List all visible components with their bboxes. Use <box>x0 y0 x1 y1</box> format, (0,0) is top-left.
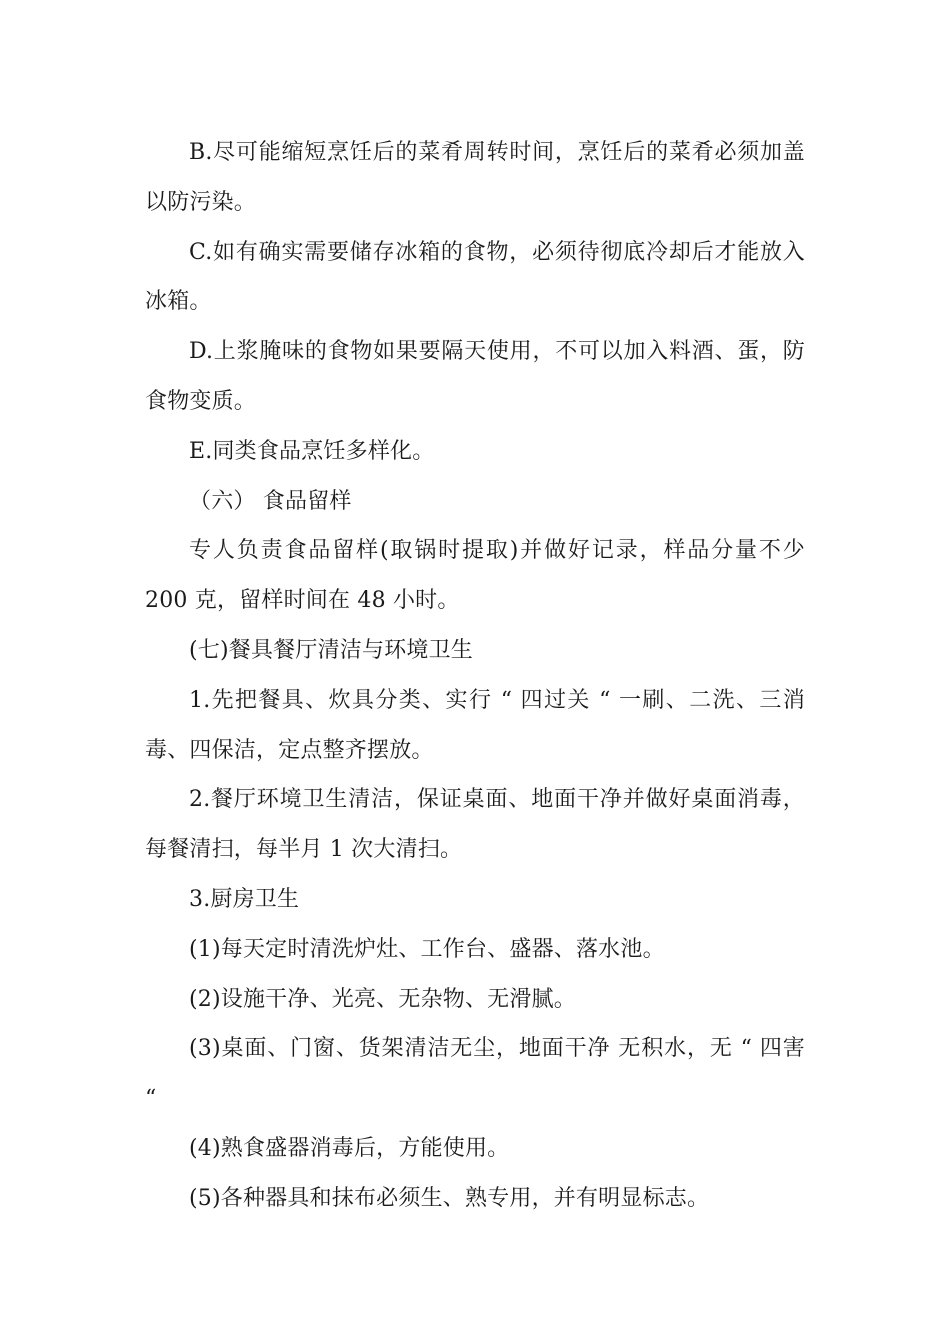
paragraph-subitem-4: (4)熟食盛器消毒后，方能使用。 <box>189 1135 510 1161</box>
paragraph-sample-retention: 专人负责食品留样(取锅时提取)并做好记录，样品分量不少 200 克，留样时间在 48 小时。 <box>145 538 813 614</box>
paragraph-subitem-5: (5)各种器具和抹布必须生、熟专用，并有明显标志。 <box>189 1185 710 1211</box>
paragraph-subitem-3: (3)桌面、门窗、货架清洁无尘，地面干净 无积水，无 “ 四害 “ <box>145 1036 813 1112</box>
paragraph-item-2: 2.餐厅环境卫生清洁，保证桌面、地面干净并做好桌面消毒，每餐清扫，每半月 1 次大清扫。 <box>145 787 805 863</box>
section-heading-7: (七)餐具餐厅清洁与环境卫生 <box>189 637 473 663</box>
paragraph-subitem-1: (1)每天定时清洗炉灶、工作台、盛器、落水池。 <box>189 936 665 962</box>
paragraph-item-d: D.上浆腌味的食物如果要隔天使用，不可以加入料酒、蛋，防食物变质。 <box>145 339 805 414</box>
paragraph-item-c: C.如有确实需要储存冰箱的食物，必须待彻底冷却后才能放入冰箱。 <box>145 239 805 315</box>
paragraph-item-b: B.尽可能缩短烹饪后的菜肴周转时间，烹饪后的菜肴必须加盖以防污染。 <box>145 140 805 215</box>
document-body <box>145 128 813 1224</box>
paragraph-item-1: 1.先把餐具、炊具分类、实行 “ 四过关 “ 一刷、二洗、三消毒、四保洁，定点整齐摆放。 <box>145 687 805 763</box>
paragraph-subitem-2: (2)设施干净、光亮、无杂物、无滑腻。 <box>189 986 576 1012</box>
paragraph-item-e: E.同类食品烹饪多样化。 <box>189 438 435 464</box>
section-heading-6: （六） 食品留样 <box>189 488 352 514</box>
paragraph-item-3: 3.厨房卫生 <box>189 886 300 912</box>
